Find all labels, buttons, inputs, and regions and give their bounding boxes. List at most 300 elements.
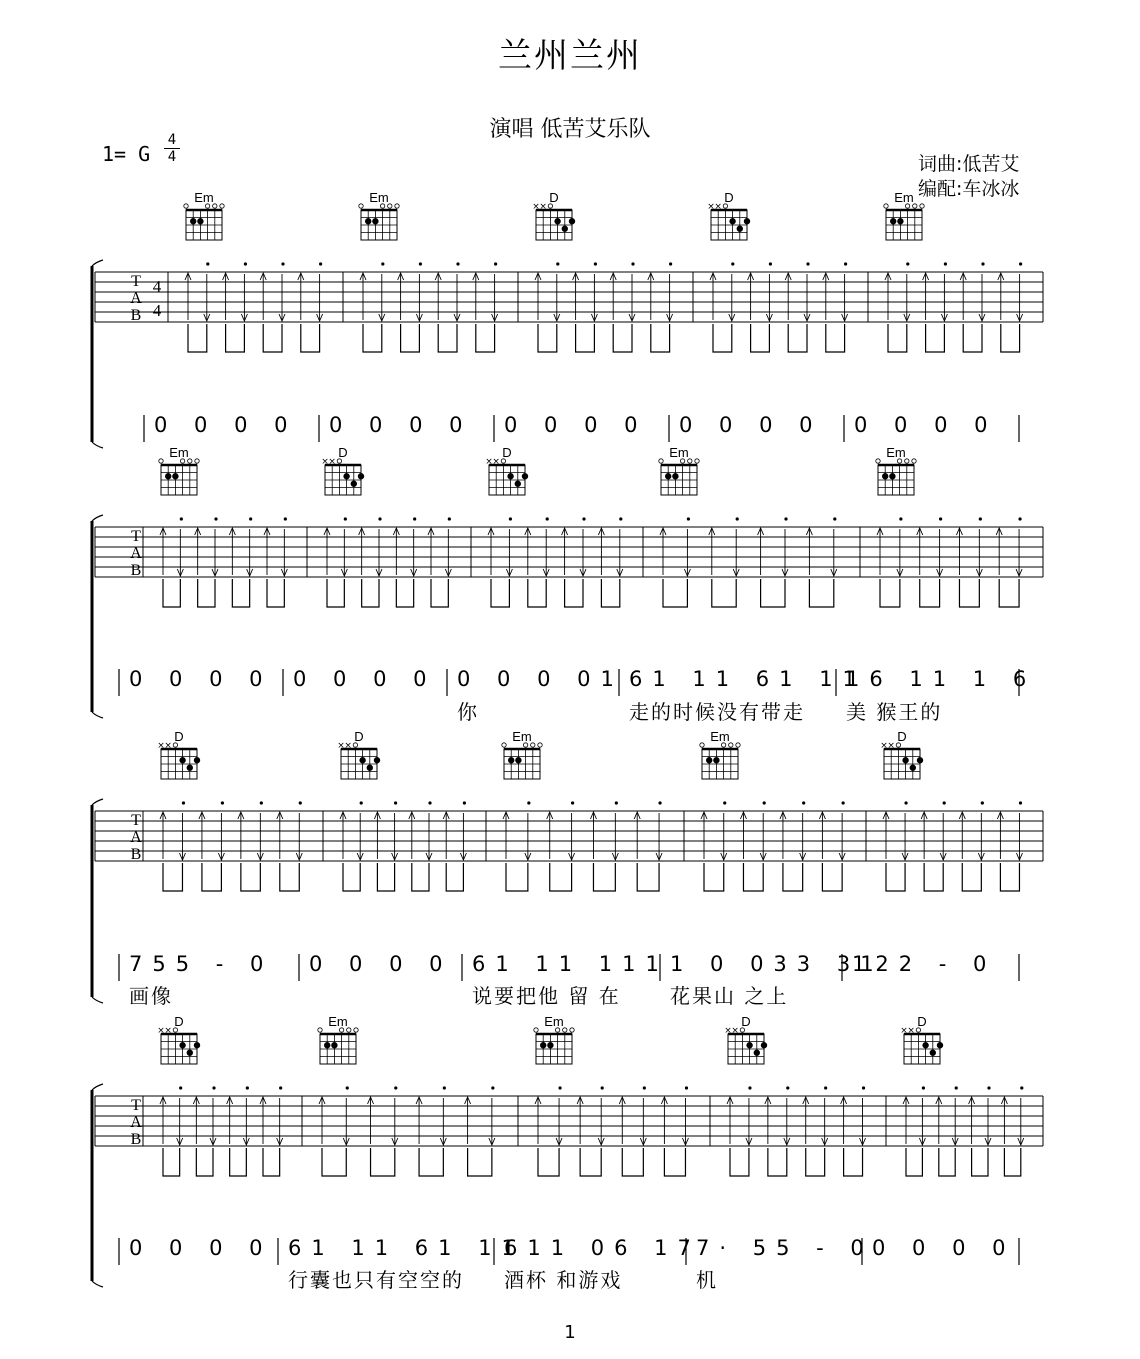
accent-dot <box>922 1086 925 1089</box>
chord-muted-string: × <box>157 741 165 751</box>
chord-dot <box>507 473 513 479</box>
jianpu-notes: 7· 55 - 0 <box>696 1236 874 1260</box>
jianpu-notes: 0 0 0 0 <box>679 413 823 437</box>
rhythm-beam <box>322 1148 346 1176</box>
accent-dot <box>360 801 363 804</box>
rhythm-beam <box>506 863 528 891</box>
accent-dot <box>833 517 836 520</box>
chord-name: Em <box>194 190 214 205</box>
jianpu-notes: 16 11 1 6 <box>846 667 1037 691</box>
chord-dot <box>197 218 203 224</box>
accent-dot <box>556 262 559 265</box>
chord-muted-string: × <box>344 741 352 751</box>
accent-dot <box>443 1086 446 1089</box>
chord-name: D <box>502 445 512 460</box>
tab-clef-letter: B <box>130 307 142 324</box>
rhythm-beam <box>196 1148 213 1176</box>
chord-open-string <box>688 459 692 463</box>
chord-open-string <box>354 1028 358 1032</box>
lyric-text: 画像 <box>129 984 173 1008</box>
chord-diagram-em <box>159 445 199 495</box>
lyric-text: 花果山 之上 <box>670 984 789 1008</box>
rhythm-beam <box>844 1148 863 1176</box>
rhythm-beam <box>446 863 463 891</box>
accent-dot <box>491 1086 494 1089</box>
rhythm-beam <box>396 579 413 607</box>
key-signature: 1= G <box>102 142 151 166</box>
accent-dot <box>943 801 946 804</box>
chord-name: D <box>174 729 184 744</box>
system-2 <box>92 515 1043 724</box>
chord-name: D <box>724 190 734 205</box>
accent-dot <box>658 801 661 804</box>
lyric-text: 行囊也只有空空的 <box>288 1268 464 1292</box>
accent-dot <box>212 1086 215 1089</box>
chord-dot <box>547 1042 553 1048</box>
accent-dot <box>527 801 530 804</box>
accent-dot <box>955 1086 958 1089</box>
rhythm-beam <box>886 863 905 891</box>
chord-muted-string: × <box>900 1026 908 1036</box>
accent-dot <box>904 801 907 804</box>
rhythm-beam <box>743 863 763 891</box>
accent-dot <box>428 801 431 804</box>
accent-dot <box>987 1086 990 1089</box>
rhythm-beam <box>362 579 379 607</box>
time-signature-top: 4 <box>167 132 177 148</box>
chord-muted-string: × <box>337 741 345 751</box>
rhythm-beam <box>550 863 572 891</box>
tab-clef-letter: A <box>130 829 142 846</box>
system-bracket-top <box>92 515 103 521</box>
chord-diagram-d <box>724 1014 767 1064</box>
chord-dot <box>372 218 378 224</box>
accent-dot <box>413 517 416 520</box>
jianpu-notes: 0 0 0 0 <box>504 413 648 437</box>
accent-dot <box>419 262 422 265</box>
accent-dot <box>806 262 809 265</box>
chord-diagram-em <box>359 190 399 240</box>
tab-clef-letter: A <box>130 545 142 562</box>
chord-diagram-em <box>700 729 740 779</box>
rhythm-beam <box>809 579 833 607</box>
chord-open-string <box>695 459 699 463</box>
accent-dot <box>346 1086 349 1089</box>
rhythm-beam <box>301 324 320 352</box>
accent-dot <box>844 262 847 265</box>
rhythm-beam <box>601 579 619 607</box>
chord-dot <box>187 1050 193 1056</box>
rhythm-beam <box>163 863 182 891</box>
rhythm-beam <box>491 579 509 607</box>
chord-dot <box>515 481 521 487</box>
chord-muted-string: × <box>539 202 547 212</box>
accent-dot <box>981 801 984 804</box>
chord-open-string <box>531 743 535 747</box>
system-bracket-top <box>92 799 103 805</box>
accent-dot <box>221 801 224 804</box>
chord-open-string <box>220 204 224 208</box>
chord-diagram-d <box>900 1014 943 1064</box>
accent-dot <box>763 801 766 804</box>
rhythm-beam <box>963 324 982 352</box>
chord-dot <box>522 473 528 479</box>
chord-open-string <box>195 459 199 463</box>
accent-dot <box>299 801 302 804</box>
chord-muted-string: × <box>707 202 715 212</box>
chord-diagram-d <box>321 445 364 495</box>
rhythm-beam <box>761 579 785 607</box>
accent-dot <box>319 262 322 265</box>
tab-time-signature: 4 <box>152 301 162 320</box>
rhythm-beam <box>826 324 845 352</box>
accent-dot <box>601 1086 604 1089</box>
accent-dot <box>619 517 622 520</box>
rhythm-beam <box>401 324 420 352</box>
chord-open-string <box>912 459 916 463</box>
time-signature-bottom: 4 <box>167 149 177 165</box>
rhythm-beam <box>280 863 299 891</box>
chord-dot <box>672 473 678 479</box>
system-3 <box>92 799 1043 1008</box>
rhythm-beam <box>730 1148 749 1176</box>
rhythm-beam <box>576 324 595 352</box>
tab-clef-letter: T <box>131 812 141 829</box>
chord-diagram-em <box>659 445 699 495</box>
rhythm-beam <box>593 863 615 891</box>
accent-dot <box>1020 1086 1023 1089</box>
rhythm-beam <box>163 1148 180 1176</box>
accent-dot <box>979 517 982 520</box>
rhythm-beam <box>712 579 736 607</box>
lyric-text: 美 猴王的 <box>846 700 943 724</box>
rhythm-beam <box>637 863 659 891</box>
accent-dot <box>456 262 459 265</box>
rhythm-beam <box>663 579 687 607</box>
chord-open-string <box>347 1028 351 1032</box>
chord-dot <box>165 473 171 479</box>
chord-name: Em <box>369 190 389 205</box>
credit-lyrics-music: 词曲:低苦艾 <box>918 153 1020 175</box>
rhythm-beam <box>538 1148 559 1176</box>
chord-muted-string: × <box>887 741 895 751</box>
chord-dot <box>569 218 575 224</box>
rhythm-beam <box>888 324 907 352</box>
rhythm-beam <box>198 579 215 607</box>
chord-dot <box>746 1042 752 1048</box>
accent-dot <box>631 262 634 265</box>
rhythm-beam <box>327 579 344 607</box>
chord-dot <box>358 473 364 479</box>
jianpu-notes: 0 0 0 0 <box>854 413 998 437</box>
chord-muted-string: × <box>328 457 336 467</box>
chord-dot <box>713 757 719 763</box>
accent-dot <box>182 801 185 804</box>
rhythm-beam <box>906 1148 922 1176</box>
accent-dot <box>748 1086 751 1089</box>
rhythm-beam <box>806 1148 825 1176</box>
accent-dot <box>643 1086 646 1089</box>
chord-dot <box>554 218 560 224</box>
accent-dot <box>281 262 284 265</box>
rhythm-beam <box>528 579 546 607</box>
rhythm-beam <box>371 1148 395 1176</box>
accent-dot <box>736 517 739 520</box>
accent-dot <box>558 1086 561 1089</box>
chord-diagram-em <box>318 1014 358 1064</box>
chord-dot <box>365 218 371 224</box>
system-bracket-bottom <box>92 1281 103 1287</box>
chord-name: Em <box>169 445 189 460</box>
rhythm-beam <box>788 324 807 352</box>
accent-dot <box>615 801 618 804</box>
chord-name: D <box>741 1014 751 1029</box>
chord-name: D <box>354 729 364 744</box>
accent-dot <box>899 517 902 520</box>
chord-muted-string: × <box>731 1026 739 1036</box>
accent-dot <box>906 262 909 265</box>
chord-dot <box>889 473 895 479</box>
chord-muted-string: × <box>164 741 172 751</box>
chord-muted-string: × <box>157 1026 165 1036</box>
rhythm-beam <box>580 1148 601 1176</box>
chord-dot <box>729 218 735 224</box>
chord-dot <box>367 765 373 771</box>
chord-diagram-em <box>534 1014 574 1064</box>
chord-dot <box>897 218 903 224</box>
accent-dot <box>284 517 287 520</box>
accent-dot <box>669 262 672 265</box>
rhythm-beam <box>226 324 245 352</box>
rhythm-beam <box>476 324 495 352</box>
tab-clef-letter: A <box>130 1114 142 1131</box>
jianpu-notes: 0 0 0 0 <box>329 413 473 437</box>
chord-muted-string: × <box>164 1026 172 1036</box>
rhythm-beam <box>163 579 180 607</box>
accent-dot <box>394 801 397 804</box>
accent-dot <box>842 801 845 804</box>
jianpu-notes: 0 0 0 0 <box>293 667 437 691</box>
system-1 <box>92 260 1043 448</box>
system-bracket-bottom <box>92 442 103 448</box>
accent-dot <box>786 1086 789 1089</box>
tab-clef-letter: B <box>130 846 142 863</box>
chord-dot <box>761 1042 767 1048</box>
rhythm-beam <box>1000 863 1019 891</box>
accent-dot <box>1019 262 1022 265</box>
page-number: 1 <box>564 1322 576 1343</box>
chord-diagram-em <box>884 190 924 240</box>
chord-muted-string: × <box>321 457 329 467</box>
chord-name: Em <box>669 445 689 460</box>
chord-dot <box>737 226 743 232</box>
chord-open-string <box>905 459 909 463</box>
chord-diagram-em <box>502 729 542 779</box>
accent-dot <box>784 517 787 520</box>
rhythm-beam <box>999 579 1019 607</box>
chord-dot <box>194 1042 200 1048</box>
chord-dot <box>515 757 521 763</box>
jianpu-notes: 61 11 61 11 <box>629 667 866 691</box>
rhythm-beam <box>939 1148 955 1176</box>
jianpu-notes: 0 0 0 01 <box>457 667 624 691</box>
rhythm-beam <box>926 324 945 352</box>
jianpu-notes: 0 0 0 0 <box>129 1236 273 1260</box>
accent-dot <box>244 262 247 265</box>
chord-diagram-d <box>157 729 200 779</box>
chord-dot <box>179 757 185 763</box>
chord-name: D <box>917 1014 927 1029</box>
chord-muted-string: × <box>492 457 500 467</box>
rhythm-beam <box>188 324 207 352</box>
chord-dot <box>540 1042 546 1048</box>
chord-open-string <box>913 204 917 208</box>
chord-diagram-d <box>157 1014 200 1064</box>
system-bracket-bottom <box>92 997 103 1003</box>
chord-name: D <box>549 190 559 205</box>
chord-muted-string: × <box>724 1026 732 1036</box>
chord-muted-string: × <box>532 202 540 212</box>
song-title: 兰州兰州 <box>498 36 642 76</box>
accent-dot <box>685 1086 688 1089</box>
chord-name: D <box>338 445 348 460</box>
rhythm-beam <box>768 1148 787 1176</box>
rhythm-beam <box>263 1148 280 1176</box>
chord-dot <box>374 757 380 763</box>
chord-open-string <box>318 1028 322 1032</box>
rhythm-beam <box>783 863 803 891</box>
rhythm-beam <box>622 1148 643 1176</box>
system-bracket-bottom <box>92 712 103 718</box>
jianpu-notes: 0 0 0 0 <box>129 667 273 691</box>
chord-dot <box>351 481 357 487</box>
rhythm-beam <box>538 324 557 352</box>
chord-diagram-d <box>485 445 528 495</box>
chord-open-string <box>213 204 217 208</box>
tab-clef-letter: B <box>130 562 142 579</box>
rhythm-beam <box>713 324 732 352</box>
chord-open-string <box>876 459 880 463</box>
tab-clef-letter: T <box>131 273 141 290</box>
accent-dot <box>246 1086 249 1089</box>
chord-diagram-d <box>337 729 380 779</box>
accent-dot <box>381 262 384 265</box>
chord-dot <box>359 757 365 763</box>
system-bracket-top <box>92 260 103 266</box>
jianpu-notes: 0 0 0 0 <box>154 413 298 437</box>
rhythm-beam <box>412 863 429 891</box>
jianpu-notes: 755 - 0 <box>129 952 274 976</box>
accent-dot <box>260 801 263 804</box>
chord-open-string <box>659 459 663 463</box>
accent-dot <box>769 262 772 265</box>
accent-dot <box>731 262 734 265</box>
tab-clef-letter: T <box>131 1097 141 1114</box>
rhythm-beam <box>241 863 260 891</box>
lyric-text: 走的时候没有带走 <box>629 700 805 724</box>
chord-name: Em <box>894 190 914 205</box>
accent-dot <box>582 517 585 520</box>
rhythm-beam <box>263 324 282 352</box>
chord-open-string <box>395 204 399 208</box>
accent-dot <box>344 517 347 520</box>
rhythm-beam <box>751 324 770 352</box>
chord-dot <box>890 218 896 224</box>
rhythm-beam <box>438 324 457 352</box>
rhythm-beam <box>202 863 221 891</box>
accent-dot <box>723 801 726 804</box>
chord-name: Em <box>328 1014 348 1029</box>
chord-open-string <box>736 743 740 747</box>
chord-name: Em <box>512 729 532 744</box>
tab-clef-letter: B <box>130 1131 142 1148</box>
rhythm-beam <box>920 579 940 607</box>
accent-dot <box>862 1086 865 1089</box>
accent-dot <box>179 1086 182 1089</box>
chord-dot <box>194 757 200 763</box>
jianpu-notes: 61 11 61 11 <box>288 1236 525 1260</box>
accent-dot <box>939 517 942 520</box>
accent-dot <box>180 517 183 520</box>
tab-clef-letter: T <box>131 528 141 545</box>
chord-name: D <box>897 729 907 744</box>
chord-dot <box>190 218 196 224</box>
chord-muted-string: × <box>880 741 888 751</box>
tab-time-signature: 4 <box>152 277 162 296</box>
accent-dot <box>206 262 209 265</box>
chord-dot <box>744 218 750 224</box>
rhythm-beam <box>267 579 284 607</box>
jianpu-notes: 611 06 17 <box>504 1236 701 1260</box>
chord-open-string <box>184 204 188 208</box>
chord-open-string <box>570 1028 574 1032</box>
chord-dot <box>324 1042 330 1048</box>
accent-dot <box>394 1086 397 1089</box>
rhythm-beam <box>431 579 448 607</box>
accent-dot <box>802 801 805 804</box>
chord-dot <box>508 757 514 763</box>
rhythm-beam <box>377 863 394 891</box>
chord-dot <box>562 226 568 232</box>
chord-open-string <box>159 459 163 463</box>
chord-diagram-d <box>532 190 575 240</box>
chord-dot <box>902 757 908 763</box>
rhythm-beam <box>613 324 632 352</box>
chord-dot <box>665 473 671 479</box>
accent-dot <box>249 517 252 520</box>
rhythm-beam <box>962 863 981 891</box>
accent-dot <box>214 517 217 520</box>
chord-open-string <box>188 459 192 463</box>
jianpu-notes: 0 0 0 0 <box>309 952 453 976</box>
chord-muted-string: × <box>485 457 493 467</box>
accent-dot <box>1018 517 1021 520</box>
rhythm-beam <box>959 579 979 607</box>
accent-dot <box>687 517 690 520</box>
chord-diagram-em <box>184 190 224 240</box>
rhythm-beam <box>880 579 900 607</box>
jianpu-notes: 122 - 0 <box>852 952 997 976</box>
chord-open-string <box>538 743 542 747</box>
chord-muted-string: × <box>907 1026 915 1036</box>
rhythm-beam <box>704 863 724 891</box>
accent-dot <box>546 517 549 520</box>
chord-dot <box>179 1042 185 1048</box>
credit-arrangement: 编配:车冰冰 <box>918 178 1020 200</box>
chord-dot <box>172 473 178 479</box>
rhythm-beam <box>972 1148 988 1176</box>
system-4 <box>92 1084 1043 1292</box>
